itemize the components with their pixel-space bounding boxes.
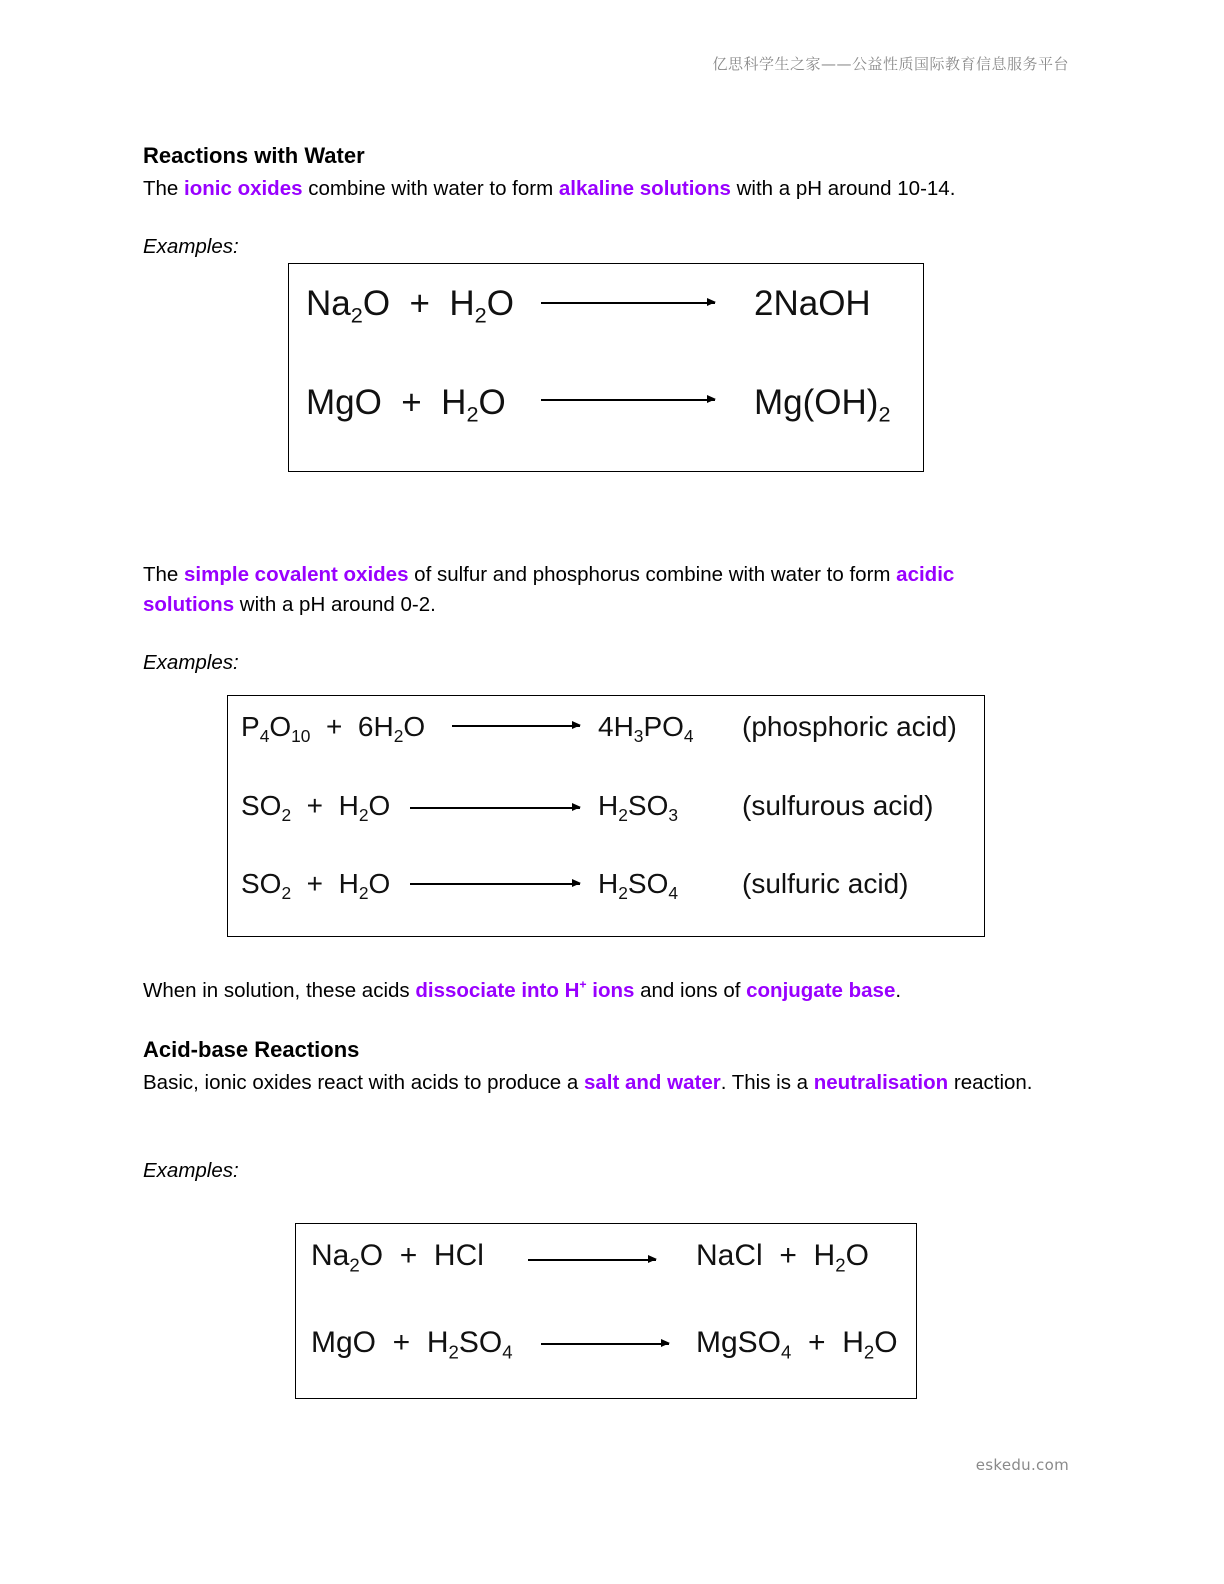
equation-box-acid-base <box>295 1223 917 1399</box>
acid-name: (sulfuric acid) <box>742 868 909 899</box>
equation-product: $4H_3PO_4$ <box>598 711 694 747</box>
reaction-arrow <box>410 883 580 885</box>
text: with a pH around 0-2. <box>234 593 436 616</box>
equation-product: $H_2SO_3$ <box>598 790 679 826</box>
equation-reactants: $Na_2O + H_2O$ <box>306 284 514 328</box>
text: combine with water to form <box>302 177 559 200</box>
text: of sulfur and phosphorus combine with water to form <box>408 563 897 586</box>
paragraph-ionic-oxides <box>143 174 1043 204</box>
highlight-simple-covalent-oxides: simple covalent oxides <box>184 563 409 586</box>
page-footer: eskedu.com <box>975 1456 1069 1474</box>
paragraph-dissociation <box>143 976 1043 1006</box>
equation-reactants: $Na_2O$ + HCl <box>311 1239 484 1276</box>
highlight-acidic-solutions: acidic solutions <box>143 563 955 616</box>
equation-product: $H_2SO_4$ <box>598 868 679 904</box>
equation-reactants: $SO_2 + H_2O$ <box>241 790 391 826</box>
examples-label: Examples: <box>143 1159 239 1182</box>
text: . <box>895 979 902 1002</box>
equation-box-water-covalent <box>227 695 985 937</box>
reaction-arrow <box>528 1259 656 1261</box>
text: The <box>143 563 185 586</box>
highlight-salt-and-water: salt and water <box>583 1071 721 1094</box>
paragraph-covalent-oxides <box>143 560 1043 620</box>
equation-reactants: $P_4O_{10} + 6H_2O$ <box>241 711 426 747</box>
equation-product: NaCl + $H_2O$ <box>696 1239 869 1276</box>
text: reaction. <box>948 1071 1033 1094</box>
acid-name: (sulfurous acid) <box>742 790 934 821</box>
page-header: 亿思科学生之家——公益性质国际教育信息服务平台 <box>712 55 1069 73</box>
text: and ions of <box>634 979 747 1002</box>
reaction-arrow <box>410 807 580 809</box>
examples-label: Examples: <box>143 235 239 258</box>
highlight-dissociate: dissociate into H+ ions <box>415 977 635 1002</box>
acid-name: (phosphoric acid) <box>742 711 957 742</box>
section-heading-acid-base: Acid-base Reactions <box>143 1037 360 1062</box>
equation-reactants: MgO + $H_2O$ <box>306 383 506 427</box>
reaction-arrow <box>541 302 715 304</box>
text: . This is a <box>720 1071 814 1094</box>
highlight-alkaline-solutions: alkaline solutions <box>558 177 731 200</box>
text: When in solution, these acids <box>143 979 416 1002</box>
equation-box-water-ionic <box>288 263 924 472</box>
equation-product: $Mg(OH)_2$ <box>754 383 891 427</box>
equation-reactants: $SO_2 + H_2O$ <box>241 868 391 904</box>
equation-product: MgSO$_4$ + $H_2O$ <box>696 1326 898 1363</box>
paragraph-neutralisation <box>143 1068 1043 1098</box>
highlight-conjugate-base: conjugate base <box>746 979 896 1002</box>
reaction-arrow <box>541 399 715 401</box>
equation-product: 2NaOH <box>754 284 871 323</box>
text: with a pH around 10-14. <box>730 177 956 200</box>
reaction-arrow <box>452 725 580 727</box>
reaction-arrow <box>541 1343 669 1345</box>
text: Basic, ionic oxides react with acids to produce a <box>143 1071 584 1094</box>
highlight-ionic-oxides: ionic oxides <box>184 177 303 200</box>
highlight-neutralisation: neutralisation <box>813 1071 949 1094</box>
examples-label: Examples: <box>143 651 239 674</box>
text: The <box>143 177 185 200</box>
equation-reactants: MgO + $H_2SO_4$ <box>311 1326 513 1363</box>
section-heading-reactions-with-water: Reactions with Water <box>143 143 365 168</box>
